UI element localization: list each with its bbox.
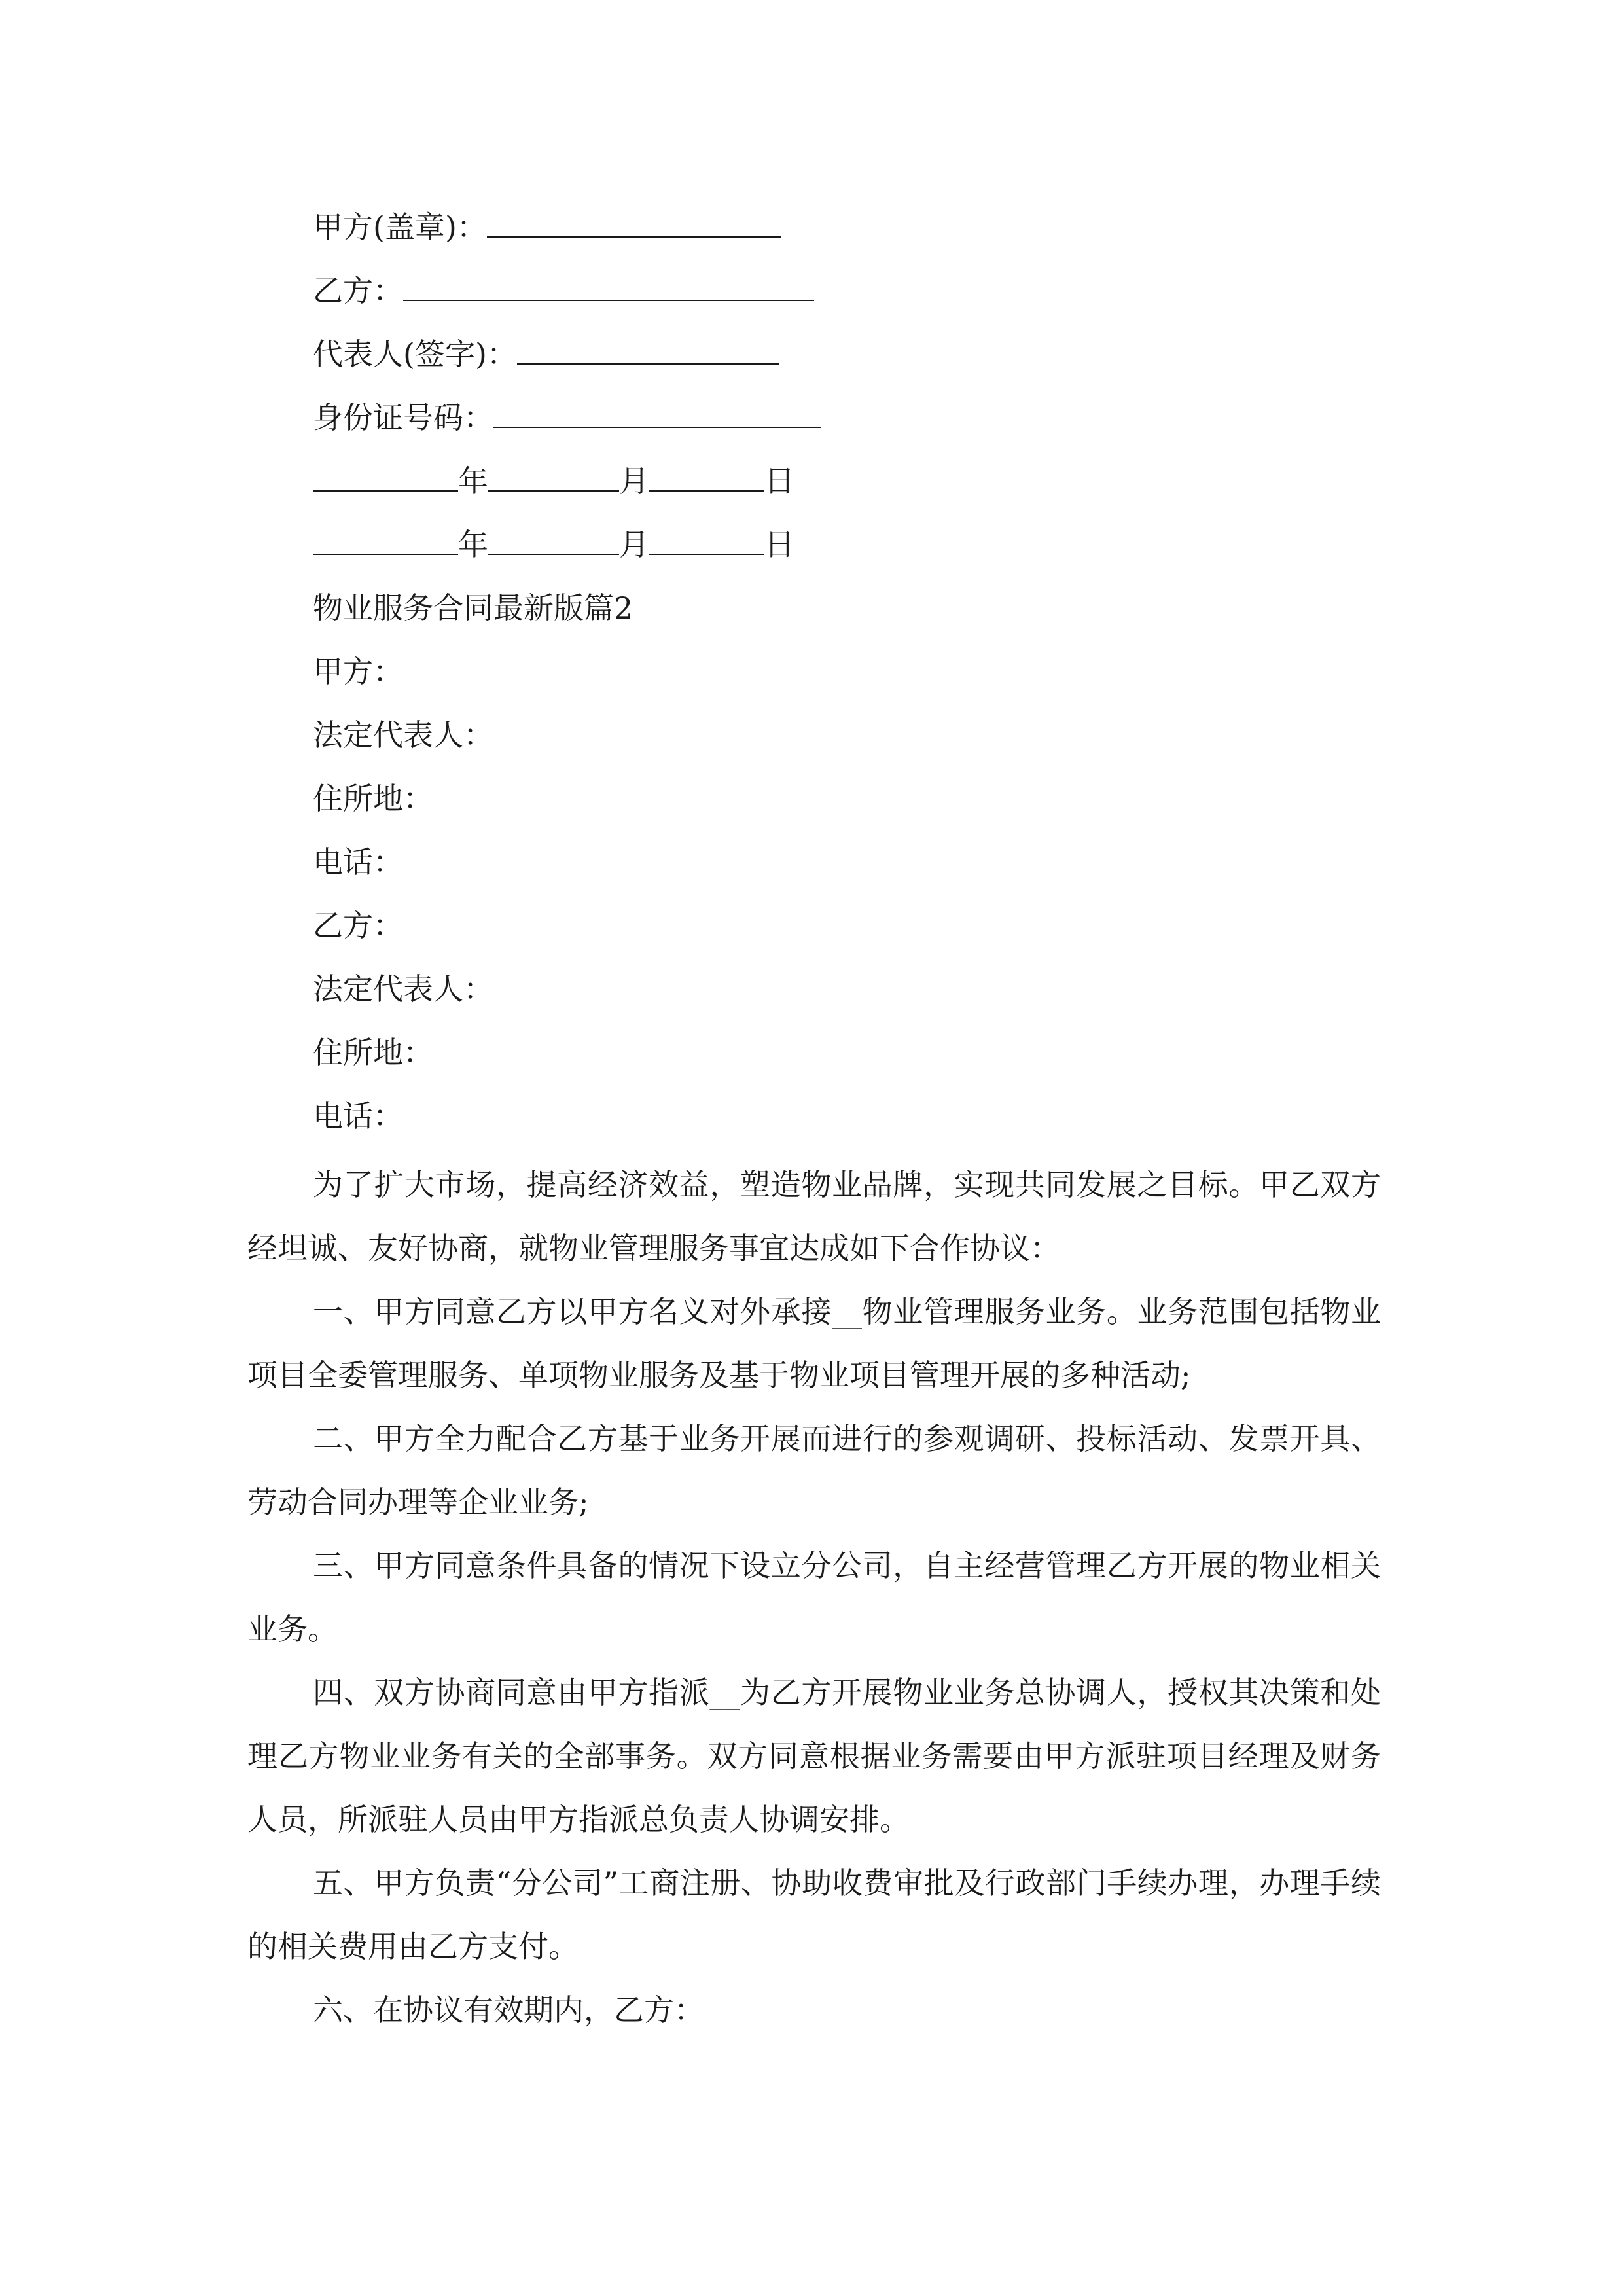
- year-label: 年: [458, 527, 488, 562]
- clause-3-paragraph: [247, 1534, 1381, 1661]
- intro-paragraph: [247, 1153, 1381, 1280]
- day-blank: [649, 528, 764, 555]
- party-a-address: 住所地：: [313, 781, 433, 816]
- clause-4-paragraph: [247, 1661, 1381, 1852]
- representative-line: [313, 334, 779, 374]
- party-a-seal-blank: [487, 210, 781, 238]
- party-b-phone: 电话：: [313, 1098, 403, 1134]
- month-label: 月: [619, 527, 649, 562]
- clause-2-text: 二、甲方全力配合乙方基于业务开展而进行的参观调研、投标活动、发票开具、劳动合同办理等企业业务;: [247, 1421, 1381, 1520]
- party-a-seal-line: [313, 207, 781, 247]
- day-label: 日: [764, 463, 794, 499]
- clause-5-text: 五、甲方负责“分公司”工商注册、协助收费审批及行政部门手续办理，办理手续的相关费用由乙方支付。: [247, 1865, 1381, 1964]
- year-blank: [313, 464, 458, 492]
- party-b-label: 乙方：: [313, 908, 403, 943]
- month-blank: [488, 464, 619, 492]
- clause-1-text: 一、甲方同意乙方以甲方名义对外承接__物业管理服务业务。业务范围包括物业项目全委管理服务、单项物业服务及基于物业项目管理开展的多种活动;: [247, 1294, 1381, 1393]
- representative-blank: [517, 337, 779, 365]
- party-b-legal-rep: 法定代表人：: [313, 971, 493, 1007]
- party-b-address: 住所地：: [313, 1035, 433, 1070]
- party-a-label: 甲方：: [313, 654, 403, 689]
- id-number-label: 身份证号码：: [313, 400, 493, 435]
- id-number-blank: [493, 401, 821, 428]
- day-blank: [649, 464, 764, 492]
- month-blank: [488, 528, 619, 555]
- representative-label: 代表人(签字)：: [313, 336, 517, 372]
- year-blank: [313, 528, 458, 555]
- year-label: 年: [458, 463, 488, 499]
- party-a-phone: 电话：: [313, 844, 403, 880]
- clause-6-paragraph: [247, 1979, 1381, 2042]
- party-b-sign-label: 乙方：: [313, 273, 403, 308]
- date-line-2: [313, 525, 794, 564]
- intro-text: 为了扩大市场，提高经济效益，塑造物业品牌，实现共同发展之目标。甲乙双方经坦诚、友好协商，就物业管理服务事宜达成如下合作协议：: [247, 1167, 1381, 1266]
- date-line-1: [313, 461, 794, 501]
- clause-6-text: 六、在协议有效期内，乙方：: [313, 1992, 704, 2028]
- party-a-legal-rep: 法定代表人：: [313, 717, 493, 753]
- clause-2-paragraph: [247, 1407, 1381, 1534]
- party-b-sign-line: [313, 271, 814, 310]
- day-label: 日: [764, 527, 794, 562]
- clause-4-text: 四、双方协商同意由甲方指派__为乙方开展物业业务总协调人，授权其决策和处理乙方物业业务有关的全部事务。双方同意根据业务需要由甲方派驻项目经理及财务人员，所派驻人员由甲方指派总负责人协调安排。: [247, 1675, 1381, 1837]
- party-b-sign-blank: [403, 274, 814, 301]
- clause-1-paragraph: [247, 1280, 1381, 1407]
- clause-3-text: 三、甲方同意条件具备的情况下设立分公司，自主经营管理乙方开展的物业相关业务。: [247, 1548, 1381, 1647]
- party-a-seal-label: 甲方(盖章)：: [313, 209, 487, 245]
- month-label: 月: [619, 463, 649, 499]
- section-title: 物业服务合同最新版篇2: [313, 590, 633, 626]
- id-number-line: [313, 398, 821, 437]
- clause-5-paragraph: [247, 1852, 1381, 1979]
